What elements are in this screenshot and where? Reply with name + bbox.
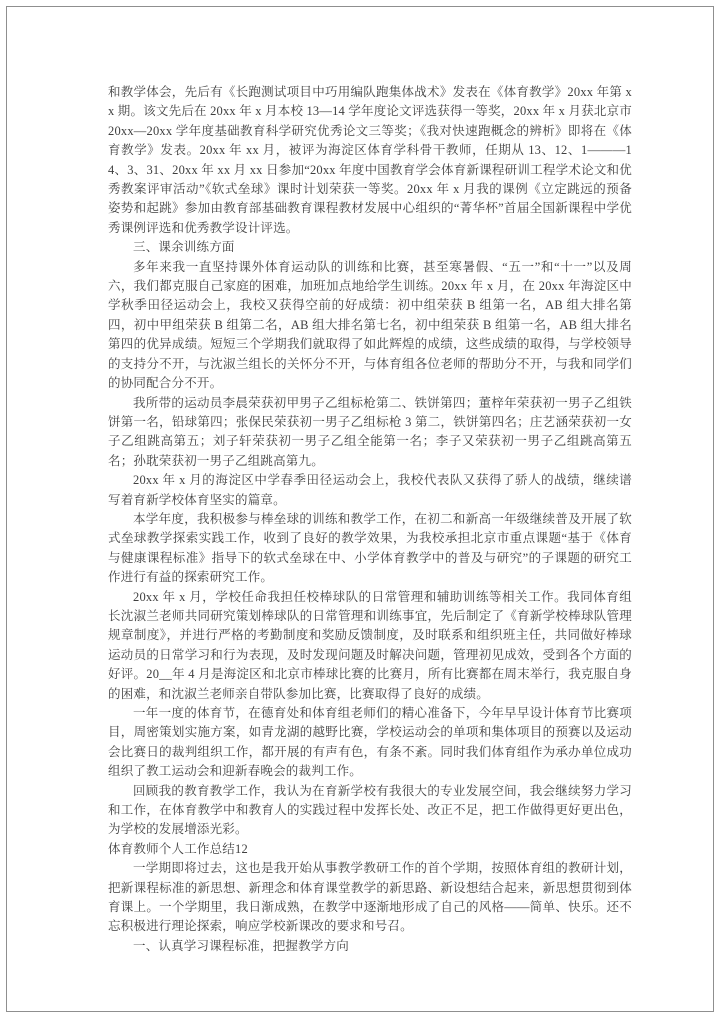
section-heading-curriculum: 一、认真学习课程标准，把握教学方向 xyxy=(133,938,349,953)
paragraph-baseball-management: 20xx 年 x 月，学校任命我担任校棒球队的日常管理和辅助训练等相关工作。我同体育组长沈淑兰老师共同研究策划棒球队的日常管理和训练事宜，先后制定了《育新学校棒球队管理规章制度》，并进行严格的考勤制度和奖励反馈制度，及时联系和组织班主任，共同做好棒球运动员的日常学习和行为表现，及时发现问题及时解决问题，管理初见成效，受到各个方面的好评。20__年 4 月是海淀区和北京市棒球比赛的比赛月，所有比赛都在周末举行，我克服自身的困难，和沈淑兰老师亲自带队参加比赛，比赛取得了良好的成绩。 xyxy=(108,589,632,701)
document-title-summary-12: 体育教师个人工作总结12 xyxy=(108,841,248,856)
paragraph-spring-meet: 20xx 年 x 月的海淀区中学春季田径运动会上，我校代表队又获得了骄人的战绩，继续谱写着育新学校体育坚实的篇章。 xyxy=(108,473,632,507)
section-heading-training: 三、课余训练方面 xyxy=(133,240,235,255)
paragraph-training-results: 多年来我一直坚持课外体育运动队的训练和比赛，甚至寒暑假、“五一”和“十一”以及周六，我们都克服自己家庭的困难，加班加点地给学生训练。20xx 年 x 月，在 20xx 年海淀区中学秋季田径运动会上，我校又获得空前的好成绩：初中组荣获 B 组第一名，AB 组大排名第四，初中甲组荣获 B 组第二名，AB 组大排名第七名，初中组荣获 B 组第一名，AB 组大排名第四的优异成绩。短短三个学期我们就取得了如此辉煌的成绩，这些成绩的取得，与学校领导的支持分不开，与沈淑兰组长的关怀分不开，与体育组各位老师的帮助分不开，与我和同学们的协同配合分不开。 xyxy=(108,259,632,391)
paragraph-softball-teaching: 本学年度，我积极参与棒垒球的训练和教学工作，在初二和新高一年级继续普及开展了软式垒球教学探索实践工作，收到了良好的教学效果，为我校承担北京市重点课题“基于《体育与健康课程标准》指导下的软式垒球在中、小学体育教学中的普及与研究”的子课题的研究工作进行有益的探索研究工作。 xyxy=(108,511,632,585)
paragraph-review: 回顾我的教育教学工作，我认为在育新学校有我很大的专业发展空间，我会继续努力学习和工作，在体育教学中和教育人的实践过程中发挥长处、改正不足，把工作做得更好更出色，为学校的发展增添光彩。 xyxy=(108,783,632,837)
paragraph-semester-intro: 一学期即将过去，这也是我开始从事教学教研工作的首个学期，按照体育组的教研计划，把新课程标准的新思想、新理念和体育课堂教学的新思路、新设想结合起来，新思想贯彻到体育课上。一个学期里，我日渐成熟，在教学中逐渐地形成了自己的风格——简单、快乐。还不忘积极进行理论探索，响应学校新课改的要求和号召。 xyxy=(108,861,632,934)
paragraph-athlete-awards: 我所带的运动员李晨荣获初甲男子乙组标枪第二、铁饼第四；董梓年荣获初一男子乙组铁饼第一名，铅球第四；张保民荣获初一男子乙组标枪 3 第二，铁饼第四名；庄艺涵荣获初一女子乙组跳高第五；刘子轩荣获初一男子乙组全能第一名；李子又荣获初一男子乙组跳高第五名；孙耽荣获初一男子乙组跳高第九。 xyxy=(108,395,632,468)
document-content xyxy=(108,83,632,956)
paragraph-continuation: 和教学体会，先后有《长跑测试项目中巧用编队跑集体战术》发表在《体育教学》20xx 年第 xx 期。该文先后在 20xx 年 x 月本校 13—14 学年度论文评选获得一等奖，20xx 年 x 月获北京市 20xx—20xx 学年度基础教育科学研究优秀论文三等奖；《我对快速跑概念的辨析》即将在《体育教学》发表。20xx 年 xx 月，被评为海淀区体育学科骨干教师，任期从 13、12、1———14、3、31、20xx 年 xx 月 xx 日参加“20xx 年度中国教育学会体育新课程研训工程学术论文和优秀教案评审活动”《软式垒球》课时计划荣获一等奖。20xx 年 x 月我的课例《立定跳远的预备姿势和起跳》参加由教育部基础教育课程教材发展中心组织的“菁华杯”首届全国新课程中学优秀课例评选和优秀教学设计评选。 xyxy=(108,85,632,235)
paragraph-sports-festival: 一年一度的体育节，在德育处和体育组老师们的精心准备下，今年早早设计体育节比赛项目，周密策划实施方案，如青龙湖的越野比赛，学校运动会的单项和集体项目的预赛以及运动会比赛日的裁判组织工作，都开展的有声有色，有条不紊。同时我们体育组作为承办单位成功组织了教工运动会和迎新春晚会的裁判工作。 xyxy=(108,706,632,779)
